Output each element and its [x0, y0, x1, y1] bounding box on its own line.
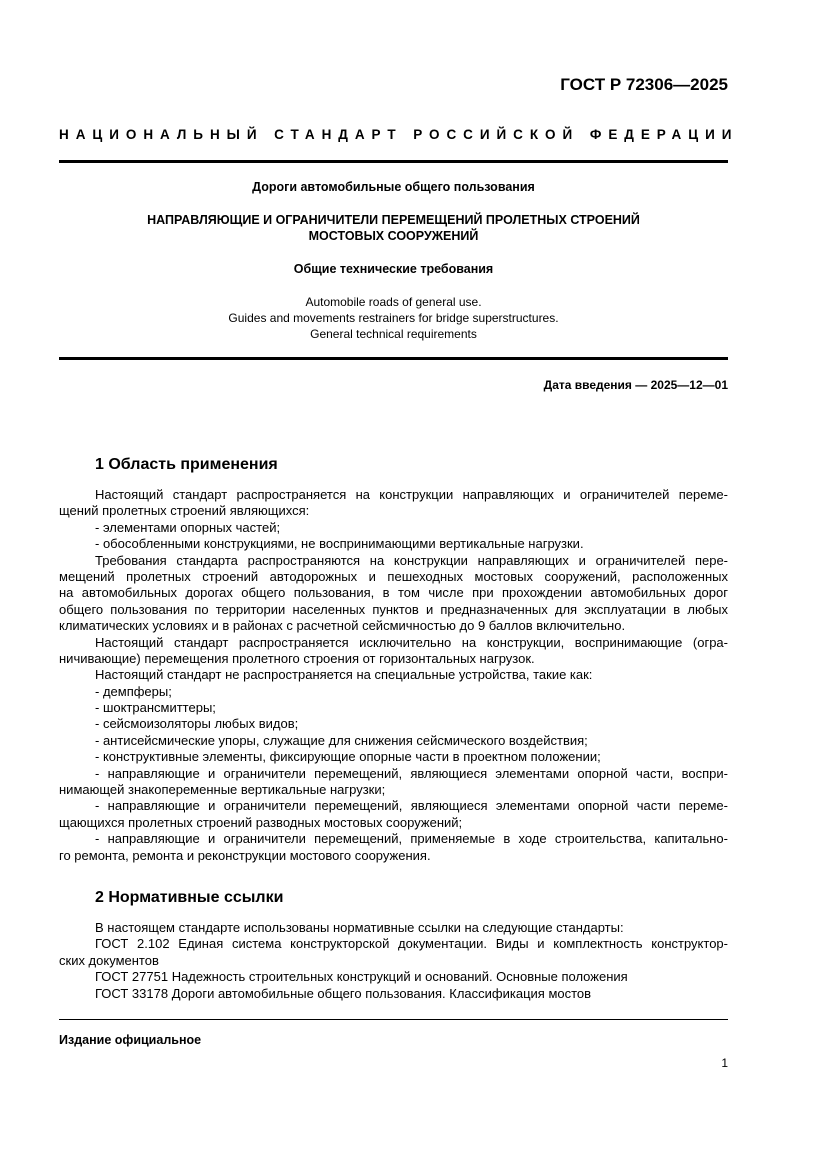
section-2-body — [59, 920, 728, 1002]
document-number: ГОСТ Р 72306—2025 — [560, 75, 728, 94]
section-1-body — [59, 487, 728, 864]
reference-item: ГОСТ 2.102 Единая система конструкторской документации. Виды и комплектность конструктор- — [95, 936, 728, 952]
document-title-line-1: НАПРАВЛЯЮЩИЕ И ОГРАНИЧИТЕЛИ ПЕРЕМЕЩЕНИЙ ПРОЛЕТНЫХ СТРОЕНИЙ — [147, 213, 640, 227]
list-item: - обособленными конструкциями, не воспринимающими вертикальные нагрузки. — [95, 536, 584, 552]
paragraph-line: на автомобильных дорогах общего пользования, в том числе при прохождении автомобильных дорог — [59, 585, 728, 601]
footer-rule — [59, 1019, 728, 1020]
list-item: - элементами опорных частей; — [95, 519, 281, 535]
list-item: - направляющие и ограничители перемещений, применяемые в ходе строительства, капитально- — [95, 831, 728, 847]
paragraph-line: ничивающие) перемещения пролетного строения от горизонтальных нагрузок. — [59, 650, 535, 666]
list-item-continuation: го ремонта, ремонта и реконструкции мостового сооружения. — [59, 847, 431, 863]
paragraph-line: Настоящий стандарт не распространяется на специальные устройства, такие как: — [95, 667, 593, 683]
paragraph-line: Настоящий стандарт распространяется исключительно на конструкции, воспринимающие (огра- — [95, 634, 728, 650]
list-item: - конструктивные элементы, фиксирующие опорные части в проектном положении; — [95, 749, 601, 765]
list-item: - шоктрансмиттеры; — [95, 700, 216, 716]
paragraph-line: общего пользования по территории населенных пунктов и предназначенных для эксплуатации в любых — [59, 601, 728, 617]
english-title-line-1: Automobile roads of general use. — [305, 295, 482, 309]
paragraph-line: В настоящем стандарте использованы нормативные ссылки на следующие стандарты: — [95, 920, 624, 935]
official-edition-label: Издание официальное — [59, 1033, 202, 1047]
document-requirements-title: Общие технические требования — [293, 262, 494, 276]
paragraph-line: мещений пролетных строений автодорожных и пешеходных мостовых сооружений, расположенных — [59, 568, 728, 584]
list-item: - направляющие и ограничители перемещений, являющиеся элементами опорной части переме- — [95, 798, 728, 814]
paragraph-line: Требования стандарта распространяются на конструкции направляющих и ограничителей пере- — [95, 552, 728, 568]
page-number: 1 — [721, 1056, 728, 1070]
section-2-heading: 2 Нормативные ссылки — [95, 889, 284, 906]
document-title — [59, 212, 728, 244]
english-title — [59, 294, 728, 342]
paragraph-line: климатических условиях и в районах с расчетной сейсмичностью до 9 баллов включительно. — [59, 618, 626, 634]
introduction-date: Дата введения — 2025—12—01 — [543, 378, 728, 392]
title-bottom-rule — [59, 357, 728, 360]
list-item-continuation: нимающей знакопеременные вертикальные нагрузки; — [59, 782, 386, 798]
document-title-line-2: МОСТОВЫХ СООРУЖЕНИЙ — [308, 229, 479, 243]
document-subtitle: Дороги автомобильные общего пользования — [252, 180, 535, 194]
english-title-line-2: Guides and movements restrainers for bridge superstructures. — [228, 311, 559, 325]
list-item: - сейсмоизоляторы любых видов; — [95, 716, 299, 732]
list-item: - направляющие и ограничители перемещений, являющиеся элементами опорной части, воспри- — [95, 765, 728, 781]
reference-item-continuation: ских документов — [59, 952, 159, 968]
section-1-heading: 1 Область применения — [95, 456, 278, 473]
paragraph-line: щений пролетных строений являющихся: — [59, 503, 310, 519]
national-standard-banner: НАЦИОНАЛЬНЫЙ СТАНДАРТ РОССИЙСКОЙ ФЕДЕРАЦИИ — [59, 127, 739, 142]
list-item: - демпферы; — [95, 683, 172, 699]
paragraph-line: Настоящий стандарт распространяется на конструкции направляющих и ограничителей переме- — [95, 487, 728, 502]
top-rule — [59, 160, 728, 163]
english-title-line-3: General technical requirements — [310, 327, 477, 341]
reference-item: ГОСТ 27751 Надежность строительных конструкций и оснований. Основные положения — [95, 969, 628, 985]
reference-item: ГОСТ 33178 Дороги автомобильные общего пользования. Классификация мостов — [95, 985, 592, 1001]
list-item-continuation: щающихся пролетных строений разводных мостовых сооружений; — [59, 814, 463, 830]
list-item: - антисейсмические упоры, служащие для снижения сейсмического воздействия; — [95, 732, 588, 748]
